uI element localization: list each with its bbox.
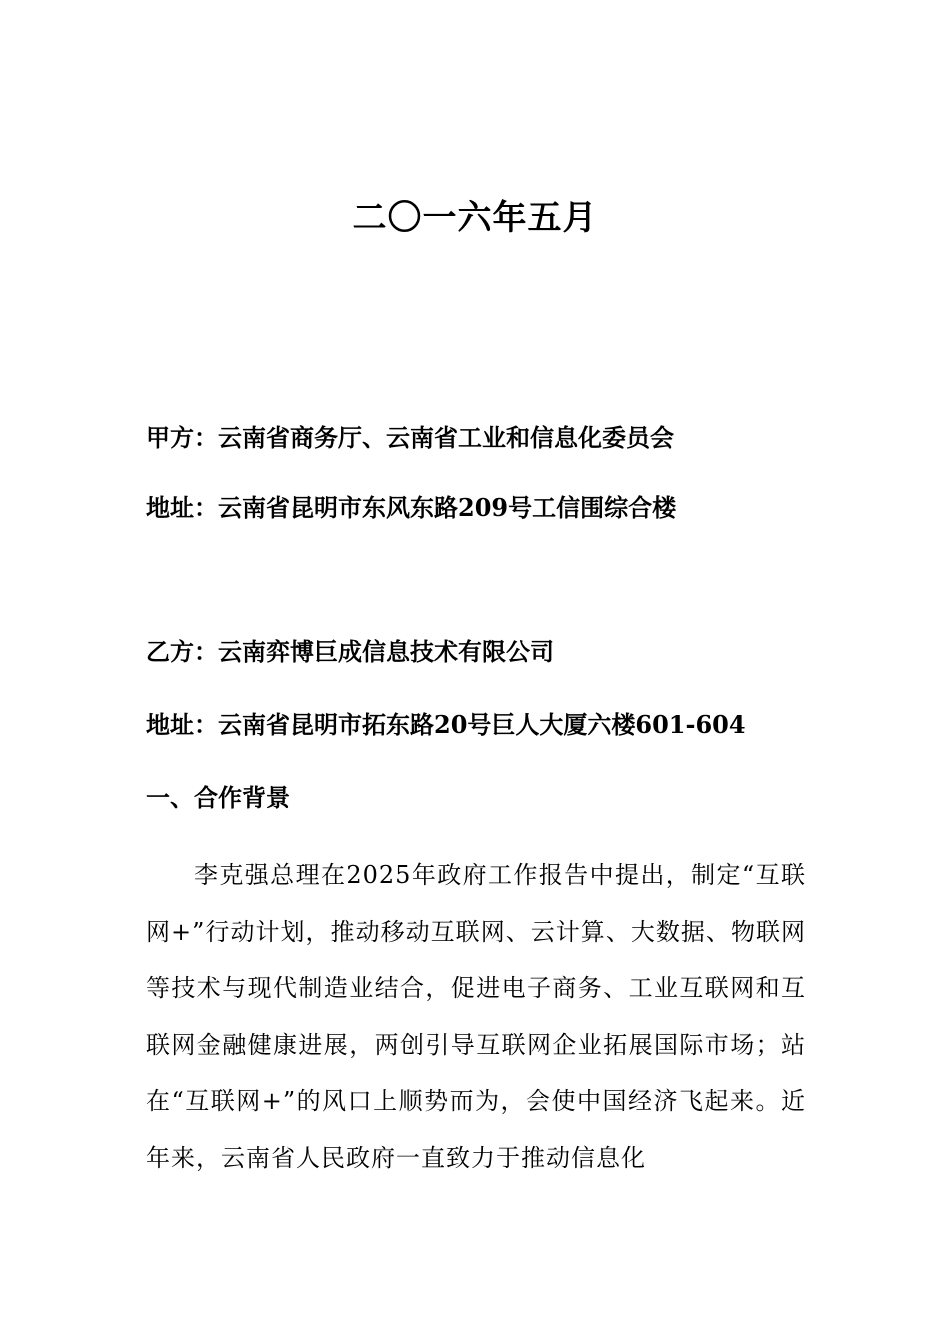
date-title: 二〇一六年五月	[352, 198, 598, 238]
section-heading-cooperation-background: 一、合作背景	[146, 783, 290, 812]
party-b: 乙方：云南弈博巨成信息技术有限公司	[146, 637, 554, 666]
party-a-address: 地址：云南省昆明市东风东路209号工信围综合楼	[146, 493, 677, 522]
party-b-address: 地址：云南省昆明市拓东路20号巨人大厦六楼601-604	[146, 710, 746, 739]
party-a: 甲方：云南省商务厅、云南省工业和信息化委员会	[146, 423, 674, 452]
section-body-paragraph: 李克强总理在2025年政府工作报告中提出，制定“互联网+”行动计划，推动移动互联网、云计算、大数据、物联网等技术与现代制造业结合，促进电子商务、工业互联网和互联网金融健康进展，两创引导互联网企业拓展国际市场；站在“互联网+”的风口上顺势而为，会使中国经济飞起来。近年来，云南省人民政府一直致力于推动信息化	[146, 861, 806, 1172]
